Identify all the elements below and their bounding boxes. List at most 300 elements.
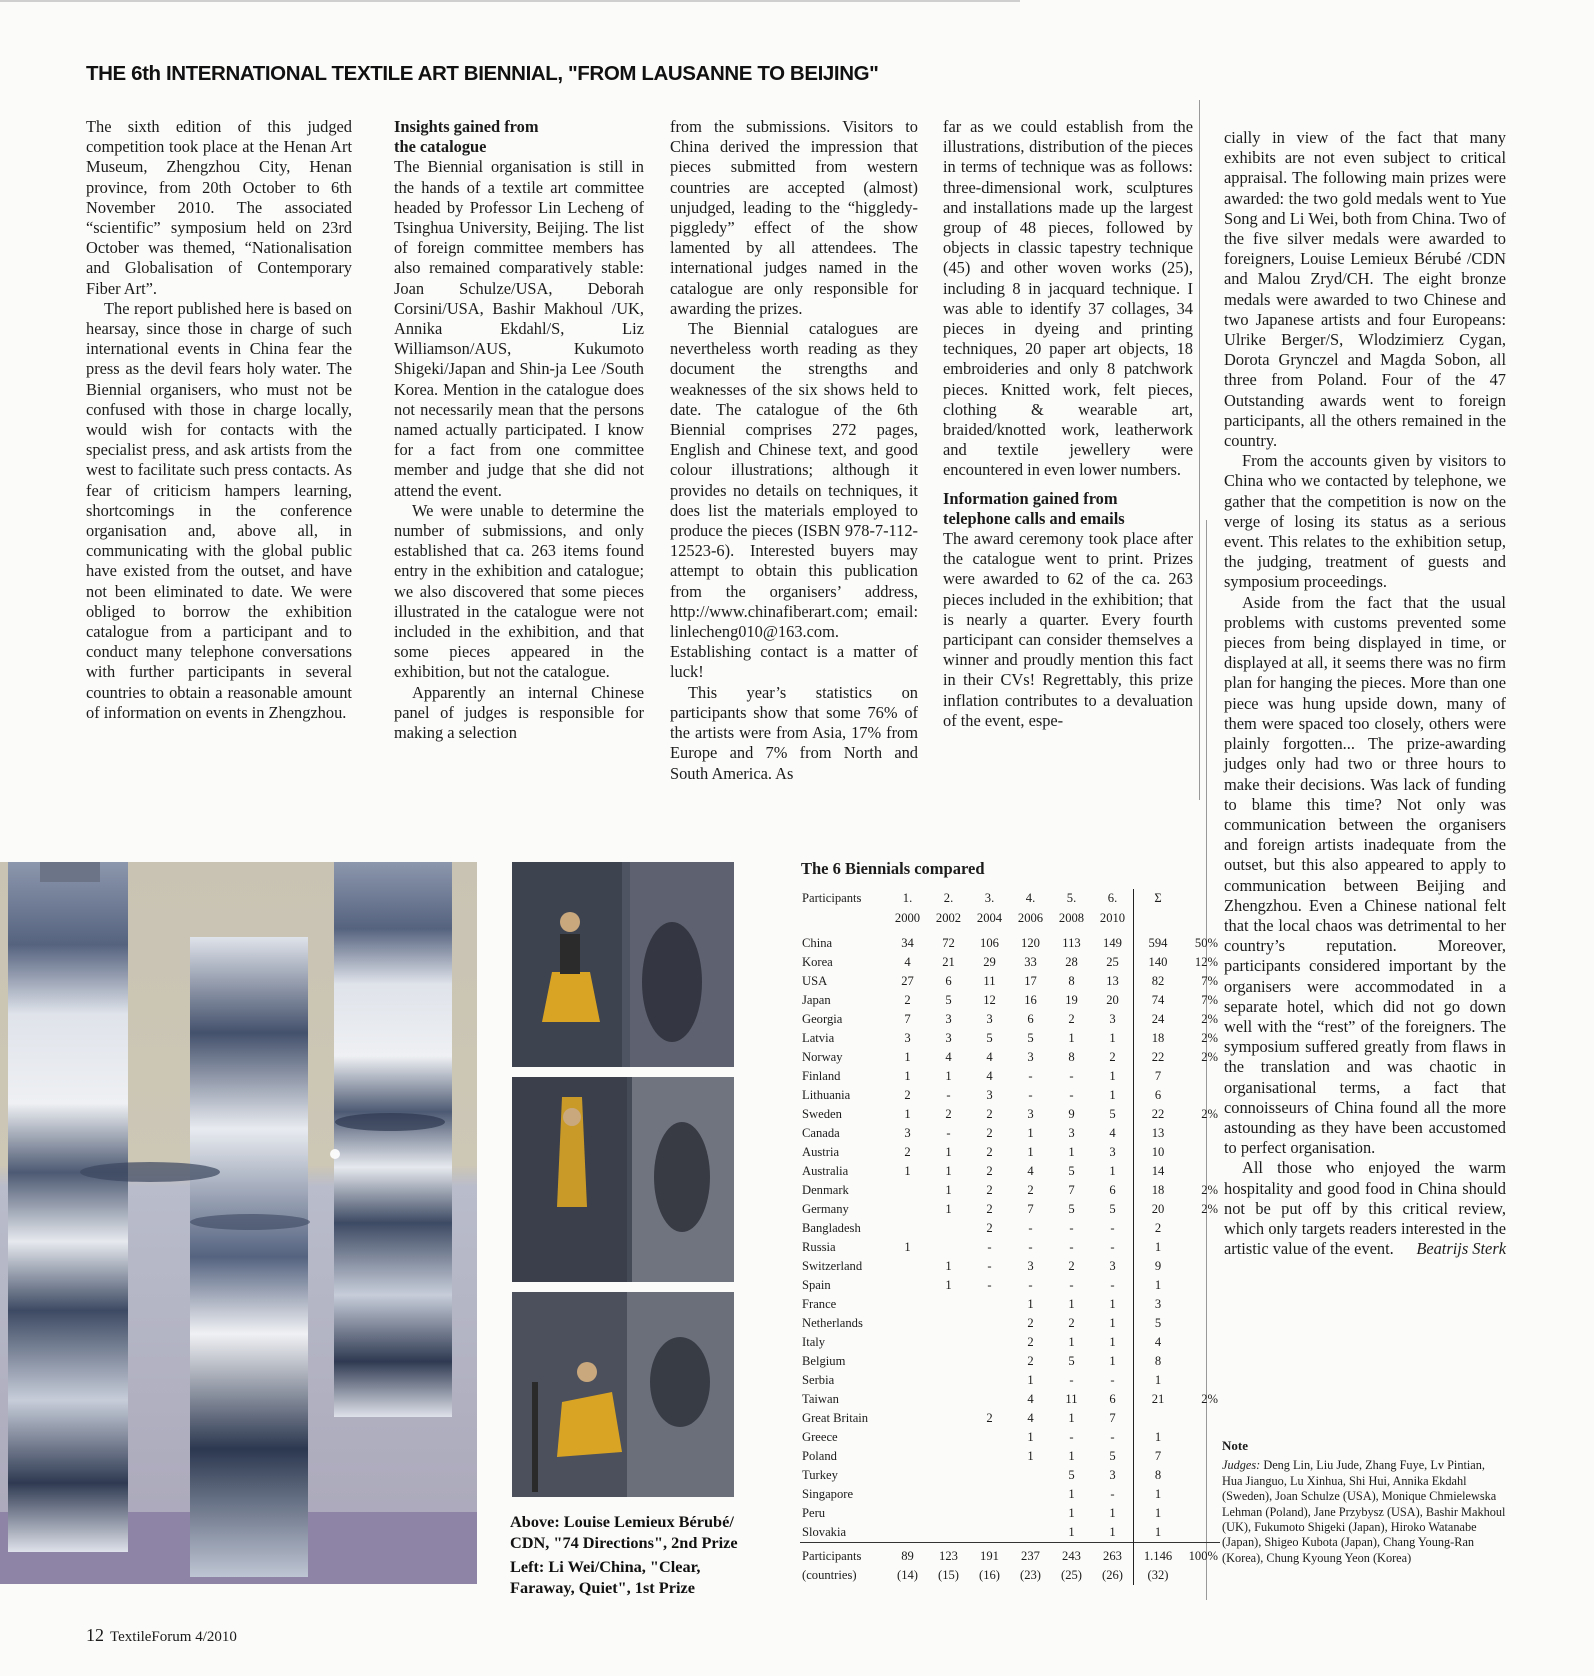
table-cell xyxy=(969,1428,1010,1447)
table-cell: (32) xyxy=(1134,1566,1183,1585)
table-cell xyxy=(969,1466,1010,1485)
table-cell: 20 xyxy=(1106,993,1119,1007)
table-cell: 1 xyxy=(1134,1523,1183,1543)
table-cell xyxy=(928,1333,969,1352)
table-cell: 82 xyxy=(1134,972,1183,991)
table-cell: - xyxy=(1069,1430,1074,1444)
table-cell: Participants xyxy=(800,1543,887,1567)
table-cell: 6 xyxy=(1134,1086,1183,1105)
page-footer xyxy=(86,1625,237,1646)
table-header-row xyxy=(800,889,1220,908)
table-cell: 1 xyxy=(1027,1297,1034,1311)
table-cell: (14) xyxy=(897,1568,918,1582)
photo-louise-lemieux-berube-2 xyxy=(512,1077,734,1282)
table-cell: 22 xyxy=(1134,1048,1183,1067)
table-row xyxy=(800,1314,1220,1333)
table-cell xyxy=(1182,1067,1220,1086)
table-cell: 1 xyxy=(904,1069,911,1083)
table-row xyxy=(800,1105,1220,1124)
table-cell: - xyxy=(1069,1240,1074,1254)
table-cell: 7 xyxy=(1134,1067,1183,1086)
table-cell xyxy=(969,1390,1010,1409)
table-row xyxy=(800,1276,1220,1295)
table-cell: 13 xyxy=(1134,1124,1183,1143)
table-cell xyxy=(969,1504,1010,1523)
table-cell: 1 xyxy=(1134,1504,1183,1523)
table-cell xyxy=(1010,1466,1051,1485)
table-cell: 3 xyxy=(1134,1295,1183,1314)
table-cell: 1 xyxy=(1109,1354,1116,1368)
country-cell: Taiwan xyxy=(802,1392,839,1406)
paragraph: We were unable to determine the number of submissions, and only established that ca. 263 items found entry in the exhibition and catalogue; we also discovered that some pieces illustrated in the catalogue were not included in the exhibition, and that some pieces appeared in the exhibition, but not the catalogue. xyxy=(394,500,644,682)
table-cell: - xyxy=(946,1088,951,1102)
table-row xyxy=(800,1010,1220,1029)
table-cell xyxy=(1182,1086,1220,1105)
table-cell: 3 xyxy=(1109,1468,1116,1482)
paragraph: cially in view of the fact that many exhibits are not even subject to critical appraisal. The following main prizes were awarded: the two gold medals went to Yue Song and Li Wei, both from China. Two of the five silver medals were awarded to foreigners, Louise Lemieux Bérubé /CDN and Malou Zryd/CH. The eight bronze medals were awarded to two Chinese and two Japanese artists and four Europeans: Ulrike Berger/S, Wlodzimierz Cygan, Dorota Grynczel and Magda Sobon, all three from Poland. Four of the 47 Outstanding awards went to foreign participants, all the others remained in the country. xyxy=(1224,128,1506,451)
table-cell: 20 xyxy=(1134,1200,1183,1219)
table-row xyxy=(800,1048,1220,1067)
year-header: 2000 xyxy=(894,910,921,925)
table-cell xyxy=(1182,1276,1220,1295)
table-cell: 4 xyxy=(986,1069,993,1083)
table-cell: 6 xyxy=(945,974,952,988)
note-text: Deng Lin, Liu Jude, Zhang Fuye, Lv Pintian, Hua Jianguo, Lu Xinhua, Shi Hui, Annika Ekdahl (Sweden), Joan Schulze (USA), Monique Chmielewska Lehman (Poland), Jane Przybysz (USA), Bashir Makhoul (UK), Fukumoto Shigeki (Japan), Hiroko Watanabe (Japan), Shigeo Kubota (Japan), Chang Young-Ran (Korea), Chung Kyoung Yeon (Korea) xyxy=(1222,1458,1506,1565)
table-cell: 1 xyxy=(1134,1276,1183,1295)
table-cell: 1 xyxy=(945,1069,952,1083)
country-cell: Bangladesh xyxy=(802,1221,861,1235)
table-row xyxy=(800,1143,1220,1162)
edition-header: 4. xyxy=(1025,891,1036,905)
table-cell: 3 xyxy=(986,1012,993,1026)
column-divider xyxy=(1199,100,1200,800)
table-cell xyxy=(928,1390,969,1409)
table-cell: 2 xyxy=(904,1088,911,1102)
table-cell xyxy=(1182,1162,1220,1181)
table-row xyxy=(800,1086,1220,1105)
country-cell: Peru xyxy=(802,1506,826,1520)
table-cell xyxy=(928,1428,969,1447)
table-cell: 1 xyxy=(904,1050,911,1064)
table-cell xyxy=(928,1523,969,1543)
table-cell: 3 xyxy=(1109,1012,1116,1026)
table-cell: 1 xyxy=(1068,1487,1075,1501)
table-cell: 1 xyxy=(1109,1164,1116,1178)
table-row xyxy=(800,1333,1220,1352)
table-cell xyxy=(887,1257,928,1276)
table-cell: 7 xyxy=(1134,1447,1183,1466)
table-cell: 2 xyxy=(1027,1335,1034,1349)
table-cell: 4 xyxy=(1134,1333,1183,1352)
table-cell: 2 xyxy=(986,1126,993,1140)
table-cell: 8 xyxy=(1134,1466,1183,1485)
table-cell xyxy=(1010,1504,1051,1523)
biennials-comparison-table xyxy=(800,889,1220,1585)
table-cell: 3 xyxy=(1027,1050,1034,1064)
table-cell: 1 xyxy=(1134,1428,1183,1447)
table-cell: - xyxy=(1028,1278,1033,1292)
year-header: 2006 xyxy=(1017,910,1044,925)
table-cell: 1 xyxy=(1068,1297,1075,1311)
edition-header: 1. xyxy=(902,891,913,905)
table-cell: 1 xyxy=(1068,1506,1075,1520)
table-row xyxy=(800,1124,1220,1143)
table-cell: 72 xyxy=(942,936,955,950)
table-header-row xyxy=(800,908,1220,928)
caption-left: Left: Li Wei/China, "Clear, Faraway, Quiet", 1st Prize xyxy=(510,1557,701,1597)
table-cell: - xyxy=(946,1126,951,1140)
table-cell: 1 xyxy=(1068,1145,1075,1159)
year-header: 2002 xyxy=(935,910,962,925)
table-cell: 2 xyxy=(986,1202,993,1216)
table-cell xyxy=(1182,1371,1220,1390)
table-cell: - xyxy=(1069,1069,1074,1083)
table-cell: 2 xyxy=(986,1411,993,1425)
table-cell: 1 xyxy=(1109,1088,1116,1102)
table-cell: 1 xyxy=(1109,1525,1116,1539)
photo-louise-lemieux-berube-3 xyxy=(512,1292,734,1497)
table-cell xyxy=(928,1219,969,1238)
table-cell xyxy=(1010,1523,1051,1543)
paragraph: Aside from the fact that the usual problems with customs prevented some pieces from being displayed in time, or displayed at all, it seems there was no firm plan for hanging the pieces. More than one piece was hung upside down, many of them were spaced too closely, others were plainly forgotten... The prize-awarding judges only had two or three hours to make their decisions. Was lack of funding to blame this time? Not only was communication between the organisers and foreign artists inadequate from the outset, but this also appeared to apply to communication between Beijing and Zhengzhou. Even a Chinese national felt that the local chaos was detrimental to her country’s reputation. Moreover, participants considered important by the organisers were accommodated in a separate hotel, which did not go down well with the “rest” of the foreigners. The symposium suffered greatly from flaws in the translation and was chaotic in organisational terms, a fact that connoisseurs of China found all the more astounding as they have been accustomed to perfect organisation. xyxy=(1224,592,1506,1158)
column-5 xyxy=(1224,128,1506,1259)
table-cell: - xyxy=(1069,1373,1074,1387)
table-cell xyxy=(887,1447,928,1466)
table-title: The 6 Biennials compared xyxy=(801,859,985,878)
table-cell: 123 xyxy=(928,1543,969,1567)
table-cell: 18 xyxy=(1134,1181,1183,1200)
table-cell: 3 xyxy=(945,1031,952,1045)
table-cell xyxy=(928,1466,969,1485)
table-cell xyxy=(969,1352,1010,1371)
table-cell: 25 xyxy=(1106,955,1119,969)
table-cell: 1 xyxy=(1109,1335,1116,1349)
table-cell: 3 xyxy=(1109,1259,1116,1273)
table-cell: 1 xyxy=(1109,1506,1116,1520)
table-row xyxy=(800,1200,1220,1219)
table-cell: 7 xyxy=(1109,1411,1116,1425)
country-cell: Greece xyxy=(802,1430,838,1444)
table-cell xyxy=(928,1352,969,1371)
table-cell: (26) xyxy=(1102,1568,1123,1582)
table-cell: 11 xyxy=(983,974,996,988)
country-cell: Latvia xyxy=(802,1031,835,1045)
table-cell xyxy=(928,1485,969,1504)
table-cell: 89 xyxy=(887,1543,928,1567)
table-cell: 9 xyxy=(1134,1257,1183,1276)
column-2 xyxy=(394,117,644,743)
table-cell: 8 xyxy=(1134,1352,1183,1371)
table-cell xyxy=(969,1371,1010,1390)
table-cell: 4 xyxy=(986,1050,993,1064)
table-cell: 4 xyxy=(945,1050,952,1064)
table-cell xyxy=(887,1352,928,1371)
table-cell xyxy=(969,1523,1010,1543)
table-cell: 4 xyxy=(1027,1411,1034,1425)
table-cell: 11 xyxy=(1065,1392,1078,1406)
paragraph: The report published here is based on hearsay, since those in charge of such international events in China fear the press as the devil fears holy water. The Biennial organisers, who must not be confused with those in charge locally, would wish for contacts with the specialist press, and ask artists from the west to facilitate such press contacts. As fear of criticism hampers learning, shortcomings in the conference organisation and, above all, in communicating with the global public have existed from the outset, and have not been eliminated to date. We were obliged to borrow the exhibition catalogue from a participant and to conduct many telephone conversations with further participants in several countries to obtain a reasonable amount of information on events in Zhengzhou. xyxy=(86,298,352,722)
table-cell: 1 xyxy=(904,1240,911,1254)
country-cell: Norway xyxy=(802,1050,843,1064)
table-cell xyxy=(887,1523,928,1543)
country-cell: China xyxy=(802,936,833,950)
country-cell: Switzerland xyxy=(802,1259,863,1273)
table-cell: 1 xyxy=(1109,1316,1116,1330)
table-cell: 5 xyxy=(1109,1449,1116,1463)
table-cell: 2% xyxy=(1201,1012,1218,1026)
table-cell xyxy=(969,1314,1010,1333)
table-cell: 237 xyxy=(1010,1543,1051,1567)
table-cell xyxy=(969,1333,1010,1352)
table-cell: 29 xyxy=(983,955,996,969)
table-cell: 4 xyxy=(1027,1164,1034,1178)
author: Beatrijs Sterk xyxy=(1416,1239,1506,1259)
table-cell: - xyxy=(1028,1088,1033,1102)
paragraph: The sixth edition of this judged competition took place at the Henan Art Museum, Zhengzhou City, Henan province, from 20th October to 6th November 2010. The associated “scientific” symposium held on 23rd October was themed, “Nationalisation and Globalisation of Contemporary Fiber Art”. xyxy=(86,117,352,298)
table-cell: 2 xyxy=(1134,1219,1183,1238)
table-cell: (16) xyxy=(979,1568,1000,1582)
table-cell: 7% xyxy=(1201,974,1218,988)
table-cell xyxy=(1010,1485,1051,1504)
table-row xyxy=(800,1485,1220,1504)
table-cell xyxy=(1182,1295,1220,1314)
column-4 xyxy=(943,117,1193,731)
table-cell: 3 xyxy=(1027,1259,1034,1273)
table-cell: 1 xyxy=(1068,1449,1075,1463)
country-cell: Korea xyxy=(802,955,833,969)
paragraph: From the accounts given by visitors to China who we contacted by telephone, we gather that the competition is now on the verge of losing its status as a serious event. This relates to the exhibition setup, the judging, treatment of guests and symposium proceedings. xyxy=(1224,451,1506,592)
table-cell xyxy=(887,1314,928,1333)
table-cell: 1 xyxy=(945,1278,952,1292)
table-cell: - xyxy=(987,1240,992,1254)
table-cell: 1 xyxy=(1068,1411,1075,1425)
country-cell: Sweden xyxy=(802,1107,842,1121)
country-cell: Australia xyxy=(802,1164,849,1178)
table-cell: 17 xyxy=(1024,974,1037,988)
year-header: 2008 xyxy=(1058,910,1085,925)
column-1 xyxy=(86,117,352,723)
table-cell xyxy=(1182,1409,1220,1428)
table-cell: 1.146 xyxy=(1134,1543,1183,1567)
table-cell xyxy=(887,1504,928,1523)
table-cell: (25) xyxy=(1061,1568,1082,1582)
country-cell: Japan xyxy=(802,993,831,1007)
table-cell: 2% xyxy=(1201,1031,1218,1045)
table-cell: 7 xyxy=(1068,1183,1075,1197)
table-cell: 5 xyxy=(1068,1468,1075,1482)
edition-header: 3. xyxy=(984,891,995,905)
table-cell: 1 xyxy=(1109,1031,1116,1045)
country-cell: Turkey xyxy=(802,1468,838,1482)
table-cell: - xyxy=(987,1259,992,1273)
table-row xyxy=(800,1409,1220,1428)
country-cell: Belgium xyxy=(802,1354,846,1368)
table-cell xyxy=(1182,1447,1220,1466)
table-cell: 1 xyxy=(945,1202,952,1216)
table-row xyxy=(800,1390,1220,1409)
table-cell: 1 xyxy=(1109,1297,1116,1311)
edition-header: 6. xyxy=(1107,891,1118,905)
table-cell: 2 xyxy=(1027,1183,1034,1197)
table-cell: 3 xyxy=(986,1088,993,1102)
table-cell xyxy=(1182,1143,1220,1162)
table-cell: 1 xyxy=(904,1107,911,1121)
table-row xyxy=(800,1067,1220,1086)
table-cell: 2 xyxy=(986,1107,993,1121)
table-row xyxy=(800,1162,1220,1181)
table-cell: 3 xyxy=(904,1031,911,1045)
table-cell: - xyxy=(1028,1221,1033,1235)
table-cell: 4 xyxy=(1027,1392,1034,1406)
table-cell: 5 xyxy=(1027,1031,1034,1045)
country-cell: Serbia xyxy=(802,1373,835,1387)
table-cell: 2 xyxy=(1068,1316,1075,1330)
table-cell: 28 xyxy=(1065,955,1078,969)
table-cell: 5 xyxy=(986,1031,993,1045)
sum-header: Σ xyxy=(1134,889,1183,908)
table-cell: 12 xyxy=(983,993,996,1007)
table-cell: 1 xyxy=(904,1164,911,1178)
page-number: 12 xyxy=(86,1625,104,1645)
country-cell: Germany xyxy=(802,1202,849,1216)
magazine-name: TextileForum 4/2010 xyxy=(110,1629,237,1645)
table-cell: 8 xyxy=(1068,974,1075,988)
table-cell: 9 xyxy=(1068,1107,1075,1121)
table-cell: 113 xyxy=(1062,936,1081,950)
table-cell: 21 xyxy=(1134,1390,1183,1409)
table-cell: 3 xyxy=(904,1126,911,1140)
table-row xyxy=(800,1466,1220,1485)
table-row xyxy=(800,1029,1220,1048)
table-cell xyxy=(1182,1333,1220,1352)
table-cell: 6 xyxy=(1109,1392,1116,1406)
country-cell: Slovakia xyxy=(802,1525,847,1539)
table-cell xyxy=(887,1409,928,1428)
table-cell: 7 xyxy=(904,1012,911,1026)
table-cell xyxy=(887,1428,928,1447)
table-cell: 5 xyxy=(1068,1164,1075,1178)
table-cell xyxy=(887,1181,928,1200)
table-cell: 3 xyxy=(1068,1126,1075,1140)
photo-li-wei-clear-faraway-quiet xyxy=(0,862,477,1584)
table-cell: 1 xyxy=(1134,1238,1183,1257)
table-row xyxy=(800,1523,1220,1543)
table-cell: 4 xyxy=(1109,1126,1116,1140)
table-cell: 2 xyxy=(904,1145,911,1159)
table-cell: - xyxy=(1069,1278,1074,1292)
table-cell: 1 xyxy=(1027,1126,1034,1140)
table-cell xyxy=(928,1447,969,1466)
table-cell: 21 xyxy=(942,955,955,969)
table-cell: 1 xyxy=(945,1164,952,1178)
table-cell: 2 xyxy=(1068,1259,1075,1273)
table-cell: 34 xyxy=(901,936,914,950)
table-cell: 2% xyxy=(1201,1107,1218,1121)
table-cell: 13 xyxy=(1106,974,1119,988)
table-row xyxy=(800,1257,1220,1276)
note xyxy=(1222,1438,1508,1566)
paragraph: from the submissions. Visitors to China derived the impression that pieces submitted from western countries are accepted (almost) unjudged, leading to the “higgledy-piggledy” effect of the show lamented by all attendees. The international judges named in the catalogue are only responsible for awarding the prizes. xyxy=(670,117,918,318)
table-cell: 3 xyxy=(1109,1145,1116,1159)
table-cell: 6 xyxy=(1109,1183,1116,1197)
table-cell: 2 xyxy=(904,993,911,1007)
table-cell: 2 xyxy=(986,1145,993,1159)
edition-header: 5. xyxy=(1066,891,1077,905)
photo-louise-lemieux-berube-1 xyxy=(512,862,734,1067)
table-row xyxy=(800,1352,1220,1371)
table-cell: 3 xyxy=(1027,1107,1034,1121)
table-cell: 12% xyxy=(1194,955,1218,969)
table-cell: 14 xyxy=(1134,1162,1183,1181)
table-cell xyxy=(887,1390,928,1409)
table-cell xyxy=(1182,1124,1220,1143)
table-row xyxy=(800,1504,1220,1523)
table-cell: 1 xyxy=(1134,1485,1183,1504)
country-cell: Finland xyxy=(802,1069,841,1083)
table-cell: 191 xyxy=(969,1543,1010,1567)
table-cell: 7% xyxy=(1201,993,1218,1007)
table-cell xyxy=(928,1504,969,1523)
table-cell xyxy=(1182,1352,1220,1371)
paragraph: The Biennial catalogues are nevertheless worth reading as they document the strengths and weaknesses of the six shows held to date. The catalogue of the 6th Biennial comprises 272 pages, English and Chinese text, and good colour illustrations; although it provides no details on techniques, it does list the materials employed to produce the pieces (ISBN 978-7-112-12523-6). Interested buyers may attempt to obtain this publication from the organisers’ address, http://www.chinafiberart.com; email: linlecheng010@163.com. Establishing contact is a matter of luck! xyxy=(670,319,918,682)
column-3 xyxy=(670,117,918,784)
table-cell xyxy=(1182,1257,1220,1276)
table-footer-row xyxy=(800,1566,1220,1585)
table-cell: 1 xyxy=(945,1145,952,1159)
table-cell: - xyxy=(1110,1240,1115,1254)
table-cell: 19 xyxy=(1065,993,1078,1007)
table-cell: 2 xyxy=(1068,1012,1075,1026)
country-cell: Spain xyxy=(802,1278,831,1292)
table-cell: 7 xyxy=(1027,1202,1034,1216)
table-cell xyxy=(1134,908,1183,928)
table-cell xyxy=(928,1238,969,1257)
table-cell: 5 xyxy=(1109,1107,1116,1121)
table-cell xyxy=(1182,1504,1220,1523)
table-cell: - xyxy=(1110,1430,1115,1444)
table-cell: 4 xyxy=(904,955,911,969)
table-row xyxy=(800,972,1220,991)
paragraph: far as we could establish from the illustrations, distribution of the pieces in terms of technique was as follows: three-dimensional work, sculptures and installations made up the largest group of 48 pieces, followed by objects in classic tapestry technique (45) and other woven works (25), including 8 in jacquard technique. I was able to identify 37 collages, 34 pieces in dyeing and printing techniques, 20 paper art objects, 18 embroideries and only 8 patchwork pieces. Knitted work, felt pieces, clothing & wearable art, braided/knotted work, leatherwork and textile jewellery were encountered in even lower numbers. xyxy=(943,117,1193,480)
closing-text: All those who enjoyed the warm hospitality and good food in China should not be put off by this critical review, which only targets readers interested in the artistic value of the event. xyxy=(1224,1158,1506,1259)
table-cell: (countries) xyxy=(802,1568,857,1582)
table-cell xyxy=(1182,908,1220,928)
table-cell xyxy=(1182,1314,1220,1333)
country-cell: Netherlands xyxy=(802,1316,863,1330)
table-cell: 1 xyxy=(1027,1430,1034,1444)
table-cell: 1 xyxy=(945,1259,952,1273)
table-cell: 5 xyxy=(945,993,952,1007)
table-cell: 1 xyxy=(1068,1525,1075,1539)
table-cell: 2% xyxy=(1201,1050,1218,1064)
table-cell: 16 xyxy=(1024,993,1037,1007)
paragraph: The award ceremony took place after the catalogue went to print. Prizes were awarded to 62 of the ca. 263 pieces included in the exhibition; that is nearly a quarter. Every fourth participant can consider themselves a winner and proudly mention this fact in their CVs! Regrettably, this prize inflation contributes to a devaluation of the event, espe- xyxy=(943,529,1193,730)
table-cell xyxy=(928,1295,969,1314)
table-cell xyxy=(1182,1466,1220,1485)
table-cell xyxy=(1182,889,1220,908)
year-header: 2004 xyxy=(976,910,1003,925)
table-cell: 24 xyxy=(1134,1010,1183,1029)
country-cell: Austria xyxy=(802,1145,840,1159)
table-cell: 74 xyxy=(1134,991,1183,1010)
table-cell xyxy=(1182,1523,1220,1543)
table-cell xyxy=(1182,1238,1220,1257)
table-row xyxy=(800,991,1220,1010)
table-cell: 50% xyxy=(1194,936,1218,950)
table-footer-row xyxy=(800,1543,1220,1567)
table-cell: 149 xyxy=(1103,936,1122,950)
table-cell: - xyxy=(1110,1278,1115,1292)
